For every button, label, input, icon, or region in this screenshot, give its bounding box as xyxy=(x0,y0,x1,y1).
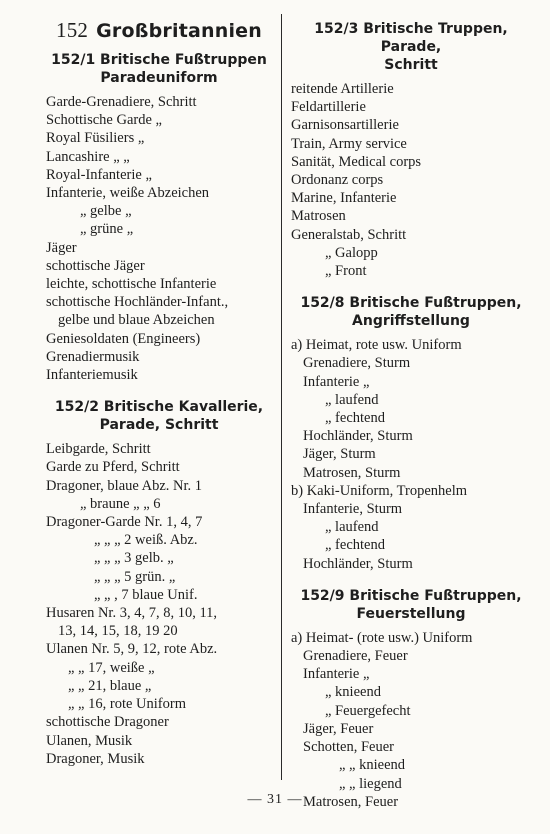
entry-line: schottische Jäger xyxy=(46,257,145,274)
entry-line: „ braune „ „ 6 xyxy=(80,495,161,512)
section-heading-line: 152/3 Britische Truppen, Parade, xyxy=(314,21,508,55)
section-heading-line: Feuerstellung xyxy=(356,605,466,622)
section-heading-line: Paradeuniform xyxy=(100,70,218,86)
section-heading-line: Parade, Schritt xyxy=(99,417,219,434)
entry-line: „ knieend xyxy=(325,684,381,701)
entry-line: Jäger xyxy=(46,239,77,256)
page-header-number: 152 xyxy=(56,18,89,42)
left-column xyxy=(46,14,272,768)
entry-line: „ Front xyxy=(325,263,367,280)
section-entry-list xyxy=(46,440,272,768)
entry-line: leichte, schottische Infanterie xyxy=(46,276,217,293)
entry-line: Generalstab, Schritt xyxy=(291,226,407,243)
entry-line: Matrosen, Feuer xyxy=(303,793,399,810)
entry-line: Sanität, Medical corps xyxy=(291,153,422,170)
entry-line: gelbe und blaue Abzeichen xyxy=(58,312,215,329)
entry-line: Schotten, Feuer xyxy=(303,739,395,756)
entry-line: Infanterie „ xyxy=(303,373,370,390)
right-sections xyxy=(291,20,531,811)
entry-line: „ „ „ 2 weiß. Abz. xyxy=(94,532,198,549)
section-heading-line: Schritt xyxy=(384,57,438,73)
entry-line: Feldartillerie xyxy=(291,99,366,116)
section-heading-line: 152/9 Britische Fußtruppen, xyxy=(300,587,522,604)
page-number-footer: — 31 — xyxy=(247,792,303,807)
entry-line: Ulanen, Musik xyxy=(46,732,133,749)
entry-line: Leibgarde, Schritt xyxy=(46,441,151,458)
entry-line: Grenadiere, Sturm xyxy=(303,355,411,372)
entry-line: „ laufend xyxy=(325,391,379,408)
entry-line: Marine, Infanterie xyxy=(291,190,397,207)
entry-line: Dragoner, blaue Abz. Nr. 1 xyxy=(46,477,203,494)
entry-line: Grenadiere, Feuer xyxy=(303,648,408,665)
entry-line: b) Kaki-Uniform, Tropenhelm xyxy=(291,482,467,499)
entry-line: Ulanen Nr. 5, 9, 12, rote Abz. xyxy=(46,641,218,658)
section-heading xyxy=(46,51,272,87)
entry-line: „ „ , 7 blaue Unif. xyxy=(94,586,198,603)
section-heading xyxy=(291,294,531,330)
entry-line: Royal Füsiliers „ xyxy=(46,130,145,147)
entry-line: „ „ „ 3 gelb. „ xyxy=(94,550,174,567)
section-entry-list xyxy=(291,80,531,280)
left-sections xyxy=(46,51,272,768)
entry-line: „ fechtend xyxy=(325,410,385,427)
entry-line: Matrosen, Sturm xyxy=(303,464,401,481)
entry-line: a) Heimat- (rote usw.) Uniform xyxy=(291,629,473,646)
entry-line: Hochländer, Sturm xyxy=(303,428,413,445)
section-heading xyxy=(291,587,531,623)
column-divider xyxy=(281,14,282,780)
page-header xyxy=(46,18,272,43)
section-heading-line: 152/8 Britische Fußtruppen, xyxy=(300,295,522,312)
entry-line: Geniesoldaten (Engineers) xyxy=(46,330,201,347)
entry-line: „ fechtend xyxy=(325,537,385,554)
entry-line: Infanteriemusik xyxy=(46,367,138,384)
entry-line: „ „ 17, weiße „ xyxy=(68,659,155,676)
entry-line: Dragoner, Musik xyxy=(46,750,145,767)
entry-line: Matrosen xyxy=(291,208,346,225)
entry-line: Schottische Garde „ xyxy=(46,112,162,129)
entry-line: Husaren Nr. 3, 4, 7, 8, 10, 11, xyxy=(46,605,218,622)
entry-line: Garnisonsartillerie xyxy=(291,117,399,134)
entry-line: „ „ knieend xyxy=(339,757,406,774)
entry-line: Royal-Infanterie „ xyxy=(46,166,152,183)
entry-line: a) Heimat, rote usw. Uniform xyxy=(291,337,462,354)
entry-line: Grenadiermusik xyxy=(46,348,140,365)
entry-line: Hochländer, Sturm xyxy=(303,555,413,572)
page-header-title: Großbritannien xyxy=(96,20,262,42)
entry-line: Garde zu Pferd, Schritt xyxy=(46,459,180,476)
section-entry-list xyxy=(291,629,531,811)
entry-line: Jäger, Feuer xyxy=(303,720,374,737)
entry-line: Train, Army service xyxy=(291,135,407,152)
entry-line: schottische Hochländer-Infant., xyxy=(46,294,229,311)
entry-line: „ Galopp xyxy=(325,244,378,261)
entry-line: Garde-Grenadiere, Schritt xyxy=(46,94,197,110)
entry-line: Infanterie, Sturm xyxy=(303,501,403,518)
entry-line: Ordonanz corps xyxy=(291,172,384,189)
entry-line: Dragoner-Garde Nr. 1, 4, 7 xyxy=(46,514,203,531)
section-entry-list xyxy=(46,93,272,384)
entry-line: reitende Artillerie xyxy=(291,81,394,97)
entry-line: Infanterie „ xyxy=(303,666,370,683)
section-heading-line: 152/2 Britische Kavallerie, xyxy=(54,399,264,416)
right-column xyxy=(291,14,531,811)
section-heading-line: Angriffstellung xyxy=(352,313,470,330)
section-heading-line: 152/1 Britische Fußtruppen xyxy=(51,52,267,68)
section-entry-list xyxy=(291,336,531,573)
entry-line: „ „ „ 5 grün. „ xyxy=(94,568,176,585)
entry-line: „ grüne „ xyxy=(80,221,134,238)
entry-line: Jäger, Sturm xyxy=(303,446,376,463)
entry-line: schottische Dragoner xyxy=(46,714,169,731)
entry-line: 13, 14, 15, 18, 19 20 xyxy=(58,623,178,640)
entry-line: Lancashire „ „ xyxy=(46,148,130,165)
entry-line: „ Feuergefecht xyxy=(325,702,411,719)
entry-line: „ gelbe „ xyxy=(80,203,132,220)
section-heading xyxy=(291,20,531,74)
entry-line: „ laufend xyxy=(325,519,379,536)
entry-line: „ „ 16, rote Uniform xyxy=(68,696,186,713)
entry-line: Infanterie, weiße Abzeichen xyxy=(46,185,210,202)
entry-line: „ „ liegend xyxy=(339,775,402,792)
entry-line: „ „ 21, blaue „ xyxy=(68,677,152,694)
section-heading xyxy=(46,398,272,434)
